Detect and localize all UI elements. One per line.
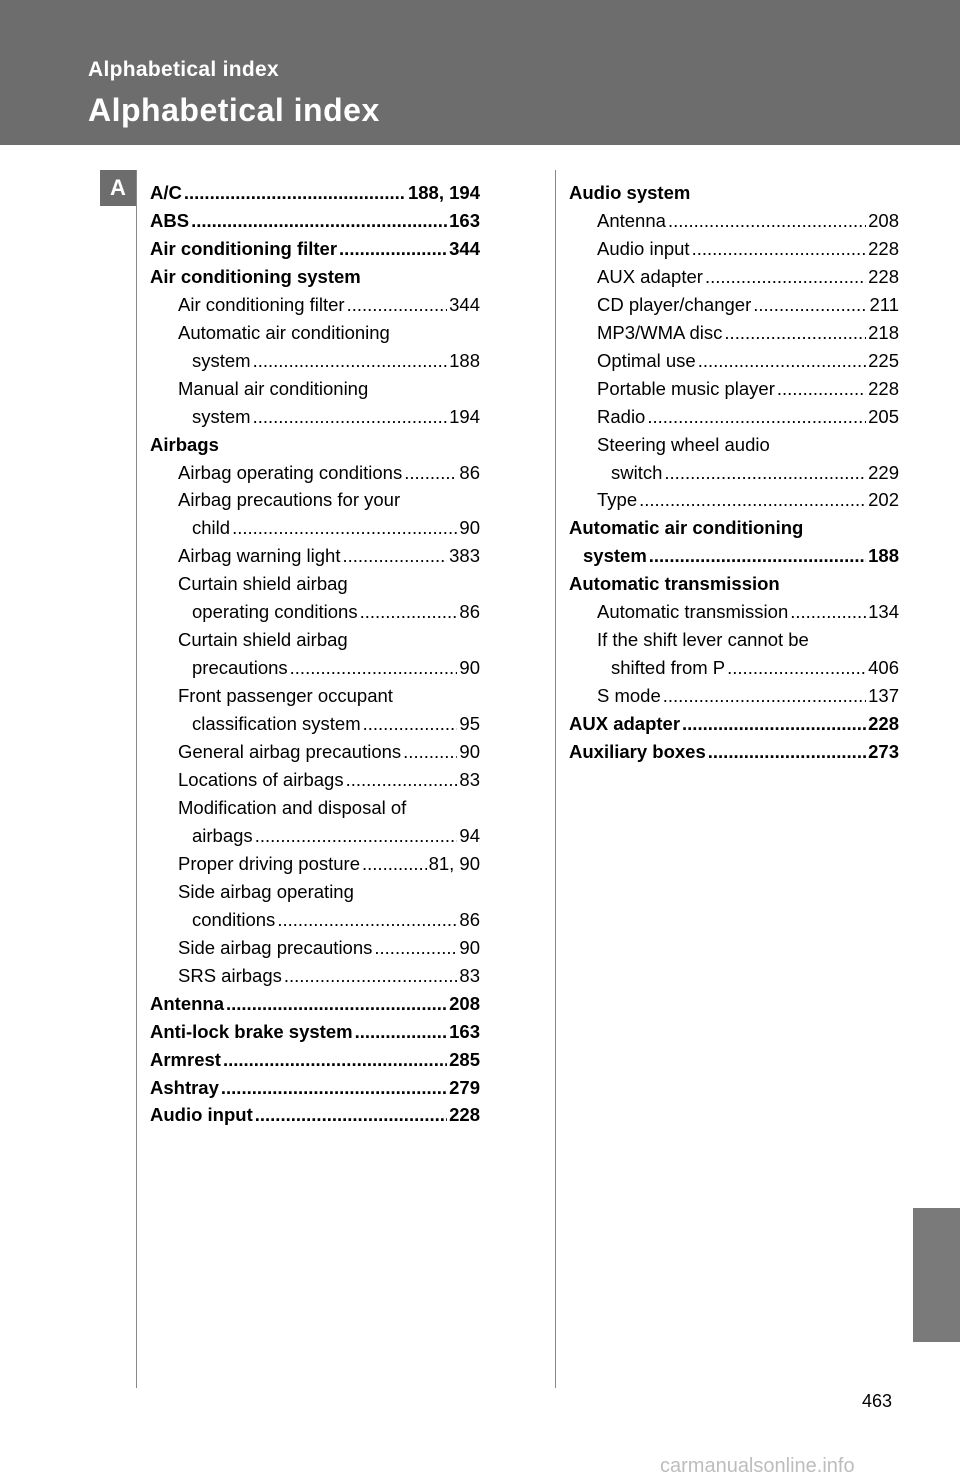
index-entry <box>150 766 480 794</box>
entry-term: Airbag warning light <box>178 545 341 567</box>
leader-dots <box>753 291 867 319</box>
entry-term: Curtain shield airbag <box>178 573 348 595</box>
index-entry <box>150 738 480 766</box>
entry-page: 211 <box>869 293 899 315</box>
entry-page: 205 <box>868 405 899 427</box>
entry-term: Side airbag precautions <box>178 936 373 958</box>
entry-page: 90 <box>459 936 480 958</box>
page-number: 463 <box>862 1391 893 1411</box>
index-entry <box>150 486 480 514</box>
entry-page: 188 <box>449 349 480 371</box>
leader-dots <box>777 375 866 403</box>
index-entry <box>569 710 899 738</box>
entry-term: Manual air conditioning <box>178 377 369 399</box>
entry-page: 83 <box>459 964 480 986</box>
entry-term: Airbag operating conditions <box>178 461 403 483</box>
leader-dots <box>668 207 866 235</box>
entry-term: SRS airbags <box>178 964 282 986</box>
entry-page: 279 <box>449 1076 480 1098</box>
entry-term: Automatic air conditioning <box>178 321 390 343</box>
leader-dots <box>191 207 447 235</box>
entry-page: 90 <box>459 657 480 679</box>
entry-term: classification system <box>192 713 361 735</box>
index-entry <box>150 990 480 1018</box>
entry-term: AUX adapter <box>569 713 681 735</box>
entry-page: 194 <box>449 405 480 427</box>
index-entry <box>569 570 899 598</box>
entry-page: 344 <box>449 237 480 259</box>
index-entry <box>150 878 480 906</box>
index-entry <box>150 570 480 598</box>
leader-dots <box>347 291 448 319</box>
left-divider <box>136 170 137 1388</box>
leader-dots <box>404 459 457 487</box>
entry-term: Type <box>597 489 638 511</box>
section-letter-tab: A <box>100 170 136 206</box>
entry-page: 228 <box>868 377 899 399</box>
entry-term: system <box>192 349 251 371</box>
index-entry <box>569 626 899 654</box>
entry-term: Auxiliary boxes <box>569 741 706 763</box>
index-entry <box>150 682 480 710</box>
leader-dots <box>355 1018 448 1046</box>
entry-page: 383 <box>449 545 480 567</box>
entry-term: Automatic transmission <box>569 573 780 595</box>
entry-page: 90 <box>459 517 480 539</box>
index-entry <box>569 486 899 514</box>
entry-term: Ashtray <box>150 1076 219 1098</box>
entry-term: airbags <box>192 824 253 846</box>
watermark: carmanualsonline.info <box>660 1455 855 1477</box>
entry-page: 163 <box>449 209 480 231</box>
index-entry <box>150 654 480 682</box>
index-entry <box>150 598 480 626</box>
entry-term: Radio <box>597 405 646 427</box>
entry-term: Locations of airbags <box>178 769 344 791</box>
leader-dots <box>362 850 427 878</box>
entry-term: S mode <box>597 685 661 707</box>
leader-dots <box>663 682 866 710</box>
leader-dots <box>346 766 458 794</box>
entry-term: Steering wheel audio <box>597 433 770 455</box>
entry-page: 208 <box>449 992 480 1014</box>
index-entry <box>569 375 899 403</box>
entry-term: Automatic transmission <box>597 601 789 623</box>
index-entry <box>569 459 899 487</box>
leader-dots <box>790 598 866 626</box>
entry-page: 188 <box>868 545 899 567</box>
entry-term: MP3/WMA disc <box>597 321 723 343</box>
leader-dots <box>223 1046 447 1074</box>
entry-term: conditions <box>192 908 276 930</box>
entry-term: Anti-lock brake system <box>150 1020 353 1042</box>
entry-page: 229 <box>868 461 899 483</box>
index-entry <box>150 626 480 654</box>
entry-term: Airbags <box>150 433 219 455</box>
entry-page: 86 <box>459 908 480 930</box>
entry-page: 81, 90 <box>428 852 480 874</box>
entry-term: Portable music player <box>597 377 775 399</box>
entry-term: Air conditioning system <box>150 265 361 287</box>
index-entry <box>569 347 899 375</box>
entry-term: Antenna <box>597 209 666 231</box>
entry-page: 90 <box>459 741 480 763</box>
entry-page: 202 <box>868 489 899 511</box>
entry-page: 208 <box>868 209 899 231</box>
entry-term: If the shift lever cannot be <box>597 629 809 651</box>
index-entry <box>150 1101 480 1129</box>
leader-dots <box>363 710 458 738</box>
entry-page: 94 <box>459 824 480 846</box>
leader-dots <box>226 990 447 1018</box>
index-entry <box>150 962 480 990</box>
index-entry <box>150 934 480 962</box>
leader-dots <box>253 403 448 431</box>
index-entry <box>150 822 480 850</box>
entry-term: Armrest <box>150 1048 221 1070</box>
entry-term: ABS <box>150 209 190 231</box>
entry-page: 86 <box>459 601 480 623</box>
index-entry <box>569 738 899 766</box>
entry-term: Air conditioning filter <box>150 237 338 259</box>
entry-term: child <box>192 517 231 539</box>
entry-page: 218 <box>868 321 899 343</box>
entry-page: 134 <box>868 601 899 623</box>
leader-dots <box>708 738 866 766</box>
entry-page: 225 <box>868 349 899 371</box>
entry-page: 137 <box>868 685 899 707</box>
index-entry <box>569 207 899 235</box>
entry-term: Automatic air conditioning <box>569 517 804 539</box>
leader-dots <box>724 319 866 347</box>
leader-dots <box>277 906 457 934</box>
entry-term: CD player/changer <box>597 293 752 315</box>
entry-page: 163 <box>449 1020 480 1042</box>
entry-term: AUX adapter <box>597 265 703 287</box>
leader-dots <box>253 347 448 375</box>
entry-page: 188, 194 <box>407 182 480 203</box>
leader-dots <box>184 179 406 207</box>
index-entry <box>569 403 899 431</box>
index-entry <box>150 291 480 319</box>
entry-term: operating conditions <box>192 601 358 623</box>
index-entry <box>569 598 899 626</box>
index-entry <box>150 431 480 459</box>
entry-term: system <box>192 405 251 427</box>
entry-term: General airbag precautions <box>178 741 402 763</box>
index-entry <box>150 850 480 878</box>
index-entry <box>150 514 480 542</box>
entry-term: switch <box>611 461 663 483</box>
leader-dots <box>705 263 866 291</box>
entry-term: Audio system <box>569 182 691 203</box>
entry-page: 86 <box>459 461 480 483</box>
index-entry <box>569 514 899 542</box>
entry-page: 344 <box>449 293 480 315</box>
leader-dots <box>342 542 447 570</box>
index-entry <box>569 542 899 570</box>
index-entry <box>150 1046 480 1074</box>
entry-page: 95 <box>459 713 480 735</box>
entry-page: 285 <box>449 1048 480 1070</box>
index-entry <box>569 179 899 207</box>
entry-term: Airbag precautions for your <box>178 489 401 511</box>
index-entry <box>150 403 480 431</box>
index-entry <box>150 375 480 403</box>
chapter-side-tab <box>913 1208 960 1342</box>
entry-term: Side airbag operating <box>178 880 354 902</box>
index-entry <box>150 347 480 375</box>
index-entry <box>150 906 480 934</box>
index-entry <box>569 263 899 291</box>
leader-dots <box>290 654 458 682</box>
index-column-right <box>569 179 899 766</box>
index-entry <box>150 235 480 263</box>
leader-dots <box>647 403 866 431</box>
index-column-left <box>150 179 480 1129</box>
index-entry <box>569 319 899 347</box>
index-entry <box>150 794 480 822</box>
entry-term: Optimal use <box>597 349 696 371</box>
entry-term: Modification and disposal of <box>178 796 407 818</box>
entry-page: 228 <box>868 713 899 735</box>
entry-term: shifted from P <box>611 657 726 679</box>
leader-dots <box>639 486 866 514</box>
index-entry <box>150 263 480 291</box>
leader-dots <box>232 514 457 542</box>
leader-dots <box>374 934 457 962</box>
index-entry <box>150 459 480 487</box>
column-divider <box>555 170 556 1388</box>
entry-term: Audio input <box>597 237 690 259</box>
index-entry <box>150 179 480 207</box>
entry-page: 83 <box>459 769 480 791</box>
index-entry <box>150 1074 480 1102</box>
leader-dots <box>255 822 458 850</box>
leader-dots <box>664 459 866 487</box>
leader-dots <box>403 738 457 766</box>
header-bar <box>0 0 960 145</box>
header-subtitle: Alphabetical index <box>88 58 279 81</box>
index-entry <box>569 654 899 682</box>
index-entry <box>569 291 899 319</box>
entry-term: precautions <box>192 657 288 679</box>
entry-term: Proper driving posture <box>178 852 361 874</box>
index-entry <box>569 235 899 263</box>
entry-term: Front passenger occupant <box>178 685 393 707</box>
index-entry <box>150 710 480 738</box>
entry-term: Audio input <box>150 1104 253 1126</box>
entry-page: 228 <box>868 265 899 287</box>
leader-dots <box>360 598 458 626</box>
entry-term: Air conditioning filter <box>178 293 345 315</box>
leader-dots <box>255 1101 447 1129</box>
leader-dots <box>221 1074 447 1102</box>
leader-dots <box>698 347 866 375</box>
entry-page: 228 <box>449 1104 480 1126</box>
entry-page: 228 <box>868 237 899 259</box>
index-entry <box>150 1018 480 1046</box>
leader-dots <box>284 962 458 990</box>
entry-page: 273 <box>868 741 899 763</box>
entry-term: Antenna <box>150 992 224 1014</box>
leader-dots <box>339 235 447 263</box>
page-title: Alphabetical index <box>88 92 380 128</box>
entry-page: 406 <box>868 657 899 679</box>
leader-dots <box>682 710 866 738</box>
index-entry <box>150 542 480 570</box>
entry-term: A/C <box>150 182 182 203</box>
leader-dots <box>727 654 866 682</box>
entry-term: Curtain shield airbag <box>178 629 348 651</box>
index-entry <box>150 319 480 347</box>
index-entry <box>569 431 899 459</box>
index-entry <box>569 682 899 710</box>
entry-term: system <box>583 545 647 567</box>
leader-dots <box>692 235 867 263</box>
index-entry <box>150 207 480 235</box>
leader-dots <box>649 542 866 570</box>
